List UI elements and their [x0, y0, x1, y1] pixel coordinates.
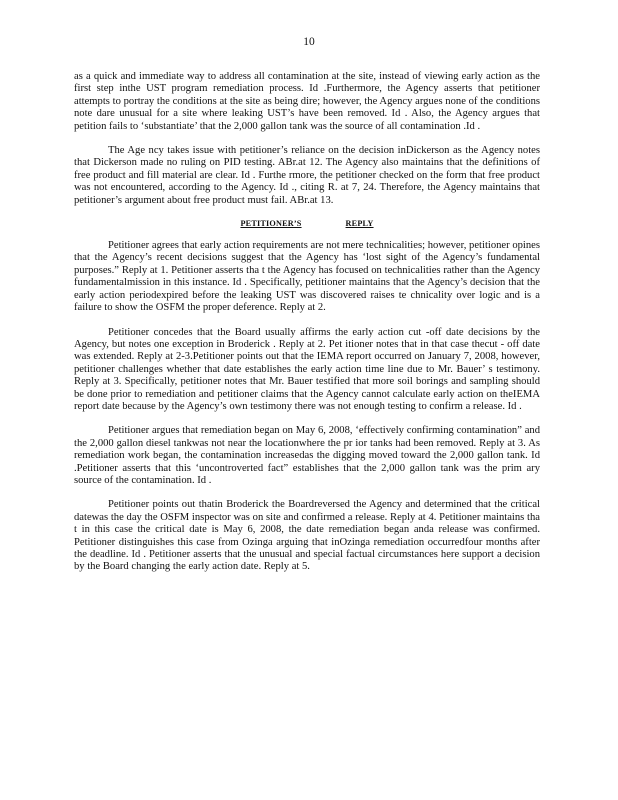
page-number: 10 — [303, 36, 315, 48]
heading-part-1: PETITIONER’S — [240, 219, 302, 229]
paragraph-agency-argument-cont: as a quick and immediate way to address all contamination at the site, instead of viewing early action as the first step inthe UST program remediation process. Id .Furthermore, the Agency asserts that petitioner attempts to portray the conditions at the site as being dire; however, the Agency argues none of the conditions note dare unusual for a site where leaking UST’s have been removed. Id . Also, the Agency argues that petition fails to ‘substantiate’ that the 2,000 gallon tank was the source of all contamination .Id . — [74, 71, 540, 132]
paragraph-dickerson: The Age ncy takes issue with petitioner’s reliance on the decision inDickerson as the Agency notes that Dickerson made no ruling on PID testing. ABr.at 12. The Agency also maintains that the definitions of free product and fill material are clear. Id . Furthe rmore, the petitioner checked on the form that free product was not encountered, according to the Agency. Id ., citing R. at 7, 24. Therefore, the Agency maintains that petitioner’s argument about free product must fail. ABr.at 13. — [74, 145, 540, 206]
heading-part-2: REPLY — [345, 219, 374, 229]
section-heading — [74, 219, 540, 228]
paragraph-reply-2: Petitioner concedes that the Board usually affirms the early action cut -off date decisions by the Agency, but notes one exception in Broderick . Reply at 2. Pet itioner notes that in that case thecut - off date was extended. Reply at 2-3.Petitioner points out that the IEMA report occurred on January 7, 2008, however, petitioner challenges whether that date establishes the early action time line due to Mr. Bauer’ s testimony. Reply at 3. Specifically, petitioner notes that Mr. Bauer testified that more soil borings and sampling should be done prior to remediation and petitioner claims that the Agency cannot calculate early action on theIEMA report date because by the Agency’s own testimony there was not enough testing to confirm a release. Id . — [74, 326, 540, 412]
paragraph-reply-3: Petitioner argues that remediation began on May 6, 2008, ‘effectively confirming contamination” and the 2,000 gallon diesel tankwas not near the locationwhere the pr ior tanks had been removed. Reply at 3. As remediation work began, the contamination increasedas the digging moved toward the 2,000 gallon tank. Id .Petitioner asserts that this ‘uncontroverted fact” establishes that the 2,000 gallon tank was the prim ary source of the contamination. Id . — [74, 425, 540, 486]
paragraph-reply-1: Petitioner agrees that early action requirements are not mere technicalities; however, petitioner opines that the Agency’s recent decisions suggest that the Agency has ‘lost sight of the Agency’s fundamental purposes.” Reply at 1. Petitioner asserts tha t the Agency has focused on technicalities rather than the Agency fundamentalmission in this instance. Id . Specifically, petitioner maintains that the Agency’s decision that the early action periodexpired before the leaking UST was discovered raises te chnicality over logic and is a failure to show the OSFM the proper deference. Reply at 2. — [74, 240, 540, 314]
paragraph-reply-4: Petitioner points out thatin Broderick the Boardreversed the Agency and determined that the critical datewas the day the OSFM inspector was on site and confirmed a release. Reply at 4. Petitioner maintains tha t in this case the critical date is May 6, 2008, the date remediation began anda release was confirmed. Petitioner distinguishes this case from Ozinga arguing that inOzinga remediation occurredfour months after the deadline. Id . Petitioner asserts that the unusual and special factual circumstances here support a decision by the Board changing the early action date. Reply at 5. — [74, 499, 540, 573]
document-body — [74, 71, 540, 586]
